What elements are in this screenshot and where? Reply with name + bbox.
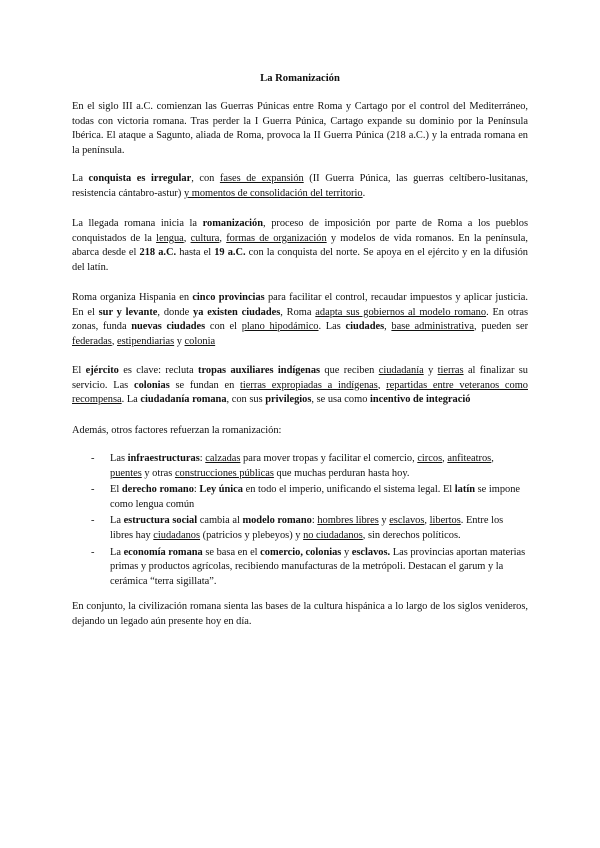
document-title: La Romanización: [260, 73, 340, 84]
text-run: y: [378, 515, 390, 527]
bold-text: economía romana: [123, 546, 203, 558]
text-run: cambia al: [197, 515, 243, 527]
text-run: (II Guerra Púnica, las guerras celtíbero-lusitanas, resistencia cántabro-astur): [72, 173, 528, 199]
text-run: se impone como lengua común: [110, 484, 521, 510]
text-run: .: [362, 187, 366, 199]
text-run: En conjunto, la civilización romana sienta las bases de la cultura hispánica a lo largo de los siglos venideros, dejando un legado aún presente hoy en día.: [72, 601, 528, 627]
text-run: , pueden ser: [473, 321, 529, 333]
text-run: ,: [424, 515, 430, 527]
text-run: ,: [219, 232, 227, 244]
text-run: :: [193, 484, 200, 496]
text-run: El: [72, 365, 86, 376]
text-run: La: [110, 546, 124, 558]
paragraph-provincias: [72, 291, 528, 349]
text-run: El: [110, 484, 122, 496]
text-run: que reciben: [320, 365, 379, 376]
text-run: La llegada romana inicia la: [72, 218, 203, 229]
text-run: , donde: [157, 306, 194, 318]
list-item-derecho: [72, 483, 528, 512]
list-item-text: [110, 484, 520, 510]
bold-text: incentivo de integració: [370, 394, 471, 406]
bold-text: ciudades: [345, 321, 385, 333]
bold-text: latín: [454, 484, 476, 496]
underlined-text: hombres libres: [317, 515, 379, 527]
underlined-text: colonia: [184, 335, 216, 347]
text-run: . Entre los libres hay: [110, 515, 504, 541]
underlined-text: cultura: [190, 232, 220, 244]
text-run: La: [72, 173, 89, 184]
text-run: . Las: [318, 321, 346, 333]
text-run: es clave: recluta: [118, 365, 198, 376]
underlined-text: plano hipodámico: [241, 321, 319, 333]
bold-text: nuevas ciudades: [131, 321, 206, 333]
text-run: se basa en el: [202, 546, 261, 558]
bold-text: ciudadanía romana: [140, 394, 227, 406]
text-run: , proceso de imposición por parte de Roma a los pueblos conquistados de la: [72, 218, 528, 244]
text-run: Las provincias aportan materias primas y productos agrícolas, recibiendo manufacturas de la metrópoli. Destacan el garum y la cerámica “terra sigillata”.: [110, 546, 526, 587]
text-run: Además, otros factores refuerzan la romanización:: [72, 425, 282, 436]
text-run: al finalizar su servicio. Las: [72, 365, 528, 391]
underlined-text: repartidas entre veteranos como recompensa: [72, 379, 528, 406]
paragraph-conclusion: [72, 600, 528, 629]
text-run: ,: [442, 453, 448, 464]
underlined-text: fases de expansión: [219, 173, 304, 184]
text-run: para mover tropas y facilitar el comercio,: [240, 453, 418, 464]
paragraph-factores-intro: [72, 424, 528, 439]
text-run: Las: [110, 453, 128, 464]
text-run: , con sus: [226, 394, 266, 406]
text-run: La: [110, 515, 124, 527]
paragraph-romanizacion: [72, 217, 528, 275]
text-run: ,: [111, 335, 118, 347]
factors-list: [72, 452, 528, 591]
text-run: con el: [205, 321, 242, 333]
bullet-dash: -: [91, 515, 95, 527]
bullet-dash: -: [91, 484, 95, 496]
bold-text: derecho romano: [121, 484, 194, 496]
bold-text: infraestructuras: [127, 453, 200, 464]
paragraph-conquista: [72, 172, 528, 201]
text-run: , Roma: [280, 306, 316, 318]
text-run: En el siglo III a.C. comienzan las Guerras Púnicas entre Roma y Cartago por el control del Mediterráneo, todas con victoria romana. Tras perder la I Guerra Púnica, Cartago expande su dominio por la Península Ibérica. El ataque a Sagunto, aliada de Roma, provoca la II Guerra Púnica (218 a.C.) y la entrada romana en la península.: [72, 101, 528, 156]
text-run: y: [174, 335, 185, 347]
bold-text: 218 a.C.: [139, 247, 177, 259]
bold-text: comercio, colonias: [260, 546, 342, 558]
bullet-dash: -: [91, 453, 95, 464]
bold-text: colonias: [133, 379, 170, 391]
text-run: en todo el imperio, unificando el sistema legal. El: [243, 484, 455, 496]
text-run: :: [311, 515, 318, 527]
paragraph-guerras-punicas: [72, 100, 528, 158]
underlined-text: calzadas: [205, 453, 241, 464]
text-run: , sin derechos políticos.: [362, 529, 461, 541]
underlined-text: esclavos: [389, 515, 425, 527]
text-run: ,: [384, 321, 392, 333]
list-item-text: [110, 453, 494, 479]
bold-text: esclavos.: [351, 546, 391, 558]
text-run: y modelos de vida romanos. En la península, abarca desde el: [72, 232, 529, 259]
underlined-text: ciudadanos: [153, 529, 201, 541]
text-run: ,: [377, 379, 387, 391]
bold-text: 19 a.C.: [214, 247, 246, 259]
underlined-text: adapta sus gobiernos al modelo romano: [315, 306, 487, 318]
text-run: , se usa como: [311, 394, 370, 406]
underlined-text: lengua: [156, 232, 184, 244]
text-run: para facilitar el control, recaudar impuestos y aplicar justicia. En el: [72, 292, 528, 318]
list-item-infraestructuras: [72, 452, 528, 481]
bold-text: tropas auxiliares indígenas: [198, 365, 321, 376]
bold-text: sur y levante: [98, 306, 158, 318]
text-run: Roma organiza Hispania en: [72, 292, 193, 303]
text-run: :: [199, 453, 206, 464]
text-run: se fundan en: [169, 379, 241, 391]
text-run: hasta el: [176, 247, 215, 259]
paragraph-ejercito: [72, 364, 528, 408]
underlined-text: base administrativa: [391, 321, 474, 333]
underlined-text: tierras: [437, 365, 464, 376]
underlined-text: federadas: [72, 335, 112, 347]
bold-text: cinco provincias: [192, 292, 265, 303]
underlined-text: circos: [417, 453, 443, 464]
text-run: . La: [121, 394, 141, 406]
underlined-text: puentes: [110, 467, 142, 479]
list-item-text: [110, 515, 503, 541]
list-item-text: [110, 547, 525, 587]
underlined-text: anfiteatros: [447, 453, 492, 464]
bold-text: ejército: [85, 365, 119, 376]
underlined-text: no ciudadanos: [303, 529, 363, 541]
text-run: . En otras zonas, funda: [72, 306, 528, 333]
underlined-text: y momentos de consolidación del territorio: [183, 187, 363, 199]
underlined-text: libertos: [429, 515, 461, 527]
underlined-text: construcciones públicas: [174, 467, 274, 479]
underlined-text: estipendiarias: [117, 335, 175, 347]
text-run: y: [423, 365, 438, 376]
bold-text: conquista es irregular: [88, 173, 192, 184]
text-run: con la conquista del norte. Se apoya en el ejército y en la difusión del latín.: [72, 247, 528, 273]
text-run: ,: [491, 453, 494, 464]
text-run: ,: [183, 232, 191, 244]
underlined-text: formas de organización: [226, 232, 327, 244]
bold-text: modelo romano: [242, 515, 312, 527]
text-run: que muchas perduran hasta hoy.: [273, 467, 410, 479]
list-item-economia: [72, 546, 528, 590]
bold-text: Ley única: [199, 484, 243, 496]
bold-text: estructura social: [123, 515, 198, 527]
bold-text: romanización: [202, 218, 264, 229]
underlined-text: ciudadanía: [378, 365, 424, 376]
list-item-estructura-social: [72, 514, 528, 543]
bold-text: privilegios: [265, 394, 312, 406]
text-run: y otras: [141, 467, 175, 479]
bold-text: ya existen ciudades: [193, 306, 281, 318]
text-run: (patricios y plebeyos) y: [200, 529, 304, 541]
text-run: , con: [191, 173, 220, 184]
text-run: y: [341, 546, 352, 558]
underlined-text: tierras expropiadas a indígenas: [240, 379, 378, 391]
bullet-dash: -: [91, 546, 95, 558]
